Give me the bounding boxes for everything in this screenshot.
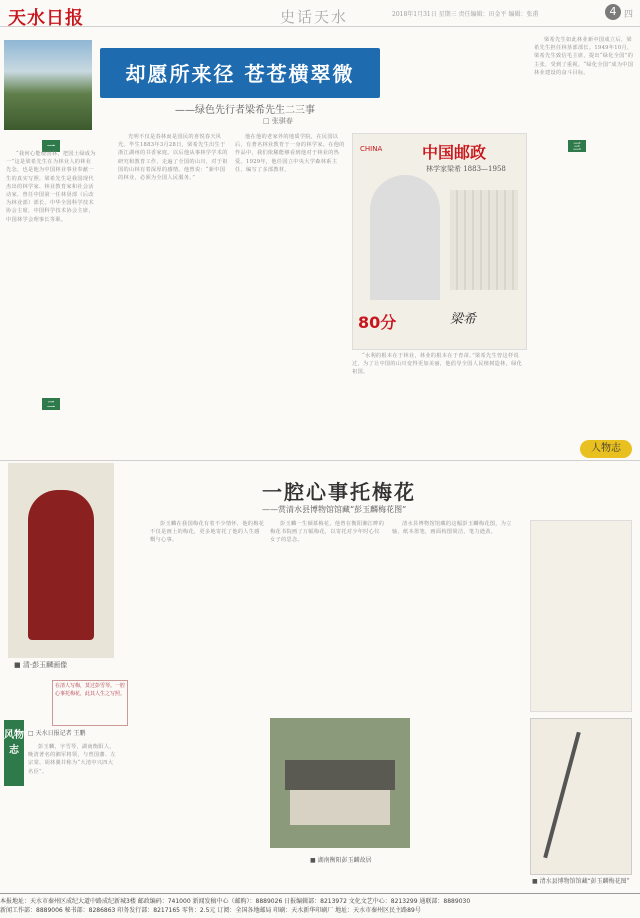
- article-paragraph: 他在他的老家外的地质学院，在民国以后，有著名林业教育于一身的林学家。在他的作品中，我们依稀能够看到他对于林业的热爱。1929年，他任国立中央大学森林系主任，编写了多部教材。: [235, 134, 345, 173]
- article-paragraph: 梁希先生如此林业新中国成立后，梁希先生担任林垦部部长。1949年10月，梁希先生致信毛主席，提出“绿化全国”的主张，受到了重视。“绿化全国”成为中国林业建设的奋斗目标。: [534, 37, 634, 76]
- footer: [0, 893, 640, 914]
- article-column: [270, 520, 385, 710]
- article-paragraph: 彭玉麟在我国梅花有着不少情怀，他的梅花不仅是画上的梅花，更多地寄托了他的人生感慨与心事。: [150, 521, 265, 544]
- page-edge-number: 四: [624, 10, 634, 20]
- feature-author: □ 张骐春: [263, 117, 293, 125]
- stamp-value: 80分: [358, 313, 397, 332]
- section-title: 史话天水: [280, 8, 349, 26]
- feature-subtitle: ——赏清水县博物馆馆藏“彭玉麟梅花图”: [262, 505, 407, 514]
- stamp-portrait: [370, 175, 440, 300]
- article-paragraph: “我何心能使国林，把国土绿成为一”这是梁希先生在为林业人的林业先念，也是他为中国林业事业奉献一生的真实写照。梁希先生是我国现代杰出的林学家、林业教育家和社会活动家，曾任中国第一任林垦部（后改为林业部）部长，中华全国科学技术协会主席，中国科学技术协会主席，中国林学会理事长等职。: [6, 151, 96, 223]
- issue-meta: 2018年1月31日 星期三 责任编辑：田金平 编辑：张甫: [392, 11, 539, 18]
- article-column: [28, 743, 118, 888]
- article-paragraph: “水利的根本在于林业，林业的根本在于育苗。”梁希先生曾这样说过，为了让中国的山川变得更加美丽，他倡导全国人民植树造林，绿化祖国。: [352, 353, 523, 376]
- article-column: [150, 520, 265, 885]
- article-column: [235, 133, 345, 455]
- sidebar-label: 风物志: [4, 720, 24, 786]
- painting-caption: ■ 清水县博物馆馆藏“彭玉麟梅花图”: [532, 878, 630, 885]
- article-byline: □ 天水日报记者 王鹏: [28, 730, 86, 737]
- article-paragraph: 光明不仅是春林而是国民的喜悦春天风光。毕生1883年3月28日，梁希先生出生于浙江湖州的书香家庭。以后他从事林学学术的研究和教育工作，走遍了全国的山川，对于祖国的山林有着深厚的感情。他曾说：“新中国的林业，必须为全国人民服务。”: [118, 134, 228, 182]
- stamp-signature: 梁希: [450, 312, 477, 327]
- article-paragraph: 清水县博物馆馆藏的这幅彭玉麟梅花图，为立轴，纸本墨笔，画面构图简洁，笔力遒劲。: [392, 521, 512, 536]
- stamp-postal-name: 中国邮政: [422, 143, 487, 162]
- page-number-badge: 4: [605, 4, 621, 20]
- article-column: [352, 352, 527, 452]
- article-paragraph: 彭玉麟，字雪琴，湖南衡阳人，晚清著名的湘军将领，与曾国藩、左宗棠、胡林翼并称为“大清中兴四大名臣”。: [28, 744, 116, 775]
- portrait-figure: [28, 490, 94, 640]
- stamp-subject: 林学家梁希 1883—1958: [426, 165, 506, 173]
- section-marker: 二: [42, 398, 60, 410]
- plum-painting-top: [530, 520, 632, 712]
- people-badge: 人物志: [580, 440, 632, 458]
- feature-title: 一腔心事托梅花: [262, 480, 416, 504]
- residence-wall: [290, 790, 390, 825]
- section-marker: 三: [568, 140, 586, 152]
- header-divider: [0, 26, 640, 27]
- pull-quote: 在清人写梅，莫过彭雪琴。一腔心事托梅花，此其人生之写照。: [52, 680, 128, 726]
- portrait-caption: ■ 清·彭玉麟画像: [14, 661, 68, 669]
- article-paragraph: 彭玉麟一生倾慕梅花，他曾在衡阳湘江畔的梅花书院画了万幅梅花，以寄托对少年时心仪女子的思念。: [270, 521, 385, 544]
- feature-subtitle: ——绿色先行者梁希先生二三事: [175, 105, 315, 116]
- section-marker: 一: [42, 140, 60, 152]
- footer-line: 新闻工作部：8889006 秘书部：8286863 印务发行部：8217165 零售：2.5元 订阅：全国各地邮局 印刷：天水新华印刷厂 地址：天水市秦州区民主路89号: [0, 907, 421, 914]
- article-column: [392, 520, 517, 710]
- stamp-country: CHINA: [360, 145, 383, 153]
- residence-roof: [285, 760, 395, 790]
- footer-line: 本报地址：天水市秦州区成纪大道中路成纪新城3楼 邮政编码：741000 新闻发稿中心（邮购）：8889026 日报编辑部：8213972 文化文艺中心：8213299 通联部：8889030: [0, 898, 471, 905]
- masthead-logo: 天水日报: [8, 8, 84, 29]
- residence-caption: ■ 湖南衡阳彭玉麟故居: [310, 857, 372, 864]
- mountain-photo: [4, 40, 92, 130]
- section-divider: [0, 460, 640, 461]
- article-column: [534, 36, 634, 436]
- article-column: [118, 133, 228, 455]
- stamp-trees: [450, 190, 518, 290]
- feature-title: 却愿所来径 苍苍横翠微: [125, 62, 355, 86]
